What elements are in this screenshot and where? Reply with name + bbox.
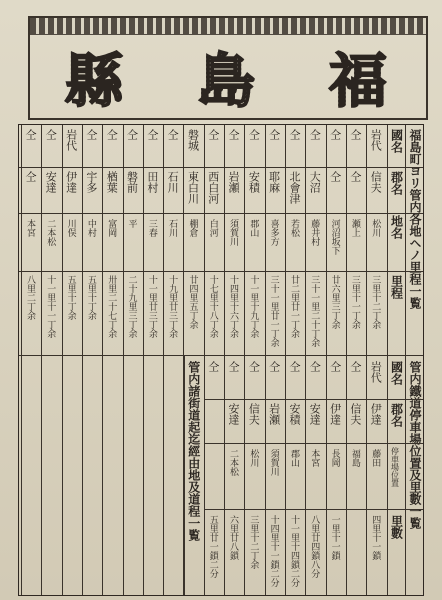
header-state: 國名 xyxy=(389,129,404,153)
s2-header-distance: 里數 xyxy=(389,515,404,539)
cell-state: 仝 xyxy=(105,129,119,140)
column-divider xyxy=(285,125,286,355)
s2-cell-district: 伊達 xyxy=(328,403,342,425)
cell-distance: 五里十丁余 xyxy=(65,275,76,320)
cell-state: 岩代 xyxy=(64,129,78,151)
s2-cell-state: 仝 xyxy=(227,361,241,372)
column-divider xyxy=(346,355,347,595)
cell-state: 仝 xyxy=(166,129,180,140)
s2-cell-district: 安達 xyxy=(227,403,241,425)
cell-district: 東白川 xyxy=(186,171,200,204)
column-divider xyxy=(244,125,245,355)
row-divider xyxy=(19,213,423,214)
cell-place: 喜多方 xyxy=(268,219,279,246)
cell-state: 仝 xyxy=(206,129,220,140)
cell-distance: 廿二里廿一丁余 xyxy=(288,275,299,338)
cell-place: 白河 xyxy=(207,219,218,237)
cell-state: 仝 xyxy=(24,129,37,140)
cell-district: 西白河 xyxy=(206,171,220,204)
cell-place: 二本松 xyxy=(45,219,56,246)
cell-distance: 二十九里三丁余 xyxy=(126,275,137,338)
column-divider xyxy=(305,355,306,595)
cell-district: 耶麻 xyxy=(267,171,281,193)
cell-place: 川俣 xyxy=(65,219,76,237)
s2-cell-district: 安積 xyxy=(287,403,301,425)
cell-place: 石川 xyxy=(167,219,178,237)
column-divider xyxy=(82,125,83,595)
s2-cell-distance: 十一里十四鎖二分 xyxy=(288,515,299,587)
s2-cell-state: 仝 xyxy=(287,361,301,372)
cell-state: 磐城 xyxy=(186,129,200,151)
cell-place: 河沼坂下 xyxy=(329,219,340,255)
cell-distance: 廿四里五丁余 xyxy=(187,275,198,329)
cell-distance: 十一里廿三丁余 xyxy=(146,275,157,338)
column-divider xyxy=(224,125,225,355)
cell-state: 仝 xyxy=(308,129,322,140)
column-divider xyxy=(366,125,367,355)
column-divider xyxy=(21,125,22,595)
cell-state: 仝 xyxy=(287,129,301,140)
cell-district: 安積 xyxy=(247,171,261,193)
cell-place: 須賀川 xyxy=(228,219,239,246)
s2-cell-district: 伊達 xyxy=(369,403,383,425)
s2-cell-district: 安達 xyxy=(308,403,322,425)
s2-cell-district: 信夫 xyxy=(247,403,261,425)
s2-header-place: 停車場位置 xyxy=(390,447,400,487)
column-divider xyxy=(123,125,124,595)
cell-district: 仝 xyxy=(24,171,37,182)
column-divider xyxy=(366,355,367,595)
cell-distance: 三十一里廿一丁余 xyxy=(268,275,279,347)
column-divider xyxy=(224,355,225,595)
s2-cell-place: 二本松 xyxy=(228,449,239,476)
row-divider xyxy=(204,399,423,400)
title-char-ken: 縣 xyxy=(65,34,127,118)
cell-place: 棚倉 xyxy=(187,219,198,237)
column-divider xyxy=(405,125,406,595)
cell-place: 郡山 xyxy=(248,219,259,237)
cell-district: 安達 xyxy=(44,171,58,193)
cell-distance: 卅里二十七丁余 xyxy=(106,275,117,338)
header-district: 郡名 xyxy=(389,171,404,195)
row-divider xyxy=(19,167,423,168)
s2-cell-distance: 四里十一鎖 xyxy=(370,515,381,560)
cell-district: 信夫 xyxy=(369,171,383,193)
cell-state: 仝 xyxy=(227,129,241,140)
row-divider xyxy=(204,509,423,510)
column-divider xyxy=(102,125,103,595)
cell-place: 本宮 xyxy=(25,219,35,237)
s2-cell-district: 岩瀬 xyxy=(267,403,281,425)
column-divider xyxy=(204,125,205,355)
cell-distance: 廿六里三丁余 xyxy=(329,275,340,329)
title-char-shima: 島 xyxy=(197,34,259,118)
cell-distance: 十四里十六丁余 xyxy=(228,275,239,338)
s2-cell-place: 本宮 xyxy=(309,449,320,467)
cell-state: 仝 xyxy=(145,129,159,140)
cell-distance: 五里十丁余 xyxy=(85,275,96,320)
row-divider xyxy=(204,443,423,444)
s2-cell-distance: 三里十二丁余 xyxy=(248,515,259,569)
cell-district: 伊達 xyxy=(64,171,78,193)
column-divider xyxy=(62,125,63,595)
s2-cell-distance: 五里廿一鎖二分 xyxy=(207,515,218,578)
column-divider xyxy=(387,355,388,595)
cell-district: 磐前 xyxy=(125,171,139,193)
cell-state: 仝 xyxy=(44,129,58,140)
cell-place: 富岡 xyxy=(106,219,117,237)
column-divider xyxy=(265,125,266,355)
cell-place: 平 xyxy=(126,219,137,228)
s2-cell-state: 仝 xyxy=(328,361,342,372)
header-place: 地名 xyxy=(389,215,404,239)
cell-district: 大沼 xyxy=(308,171,322,193)
column-divider xyxy=(265,355,266,595)
s2-cell-distance: 六里廿八鎖 xyxy=(228,515,239,560)
column-divider xyxy=(163,125,164,595)
s2-cell-district: 信夫 xyxy=(348,403,362,425)
row-divider xyxy=(204,355,423,356)
s2-cell-state: 岩代 xyxy=(369,361,383,383)
s2-cell-state: 仝 xyxy=(206,361,220,372)
column-divider xyxy=(143,125,144,595)
cell-distance: 三里十二丁余 xyxy=(370,275,381,329)
s2-cell-distance: 八里廿四鎖八分 xyxy=(309,515,320,578)
column-divider xyxy=(326,355,327,595)
cell-district: 岩瀬 xyxy=(227,171,241,193)
s2-cell-state: 仝 xyxy=(267,361,281,372)
s2-cell-state: 仝 xyxy=(348,361,362,372)
s2-cell-place: 郡山 xyxy=(288,449,299,467)
cell-district: 田村 xyxy=(145,171,159,193)
column-divider xyxy=(326,125,327,355)
column-divider xyxy=(285,355,286,595)
column-divider xyxy=(184,355,185,595)
cell-distance: 十一里十九丁余 xyxy=(248,275,259,338)
cell-district: 宇多 xyxy=(84,171,98,193)
column-divider xyxy=(346,125,347,355)
s2-cell-state: 仝 xyxy=(308,361,322,372)
cell-state: 岩代 xyxy=(369,129,383,151)
header-distance: 里程 xyxy=(389,275,404,299)
cell-place: 中村 xyxy=(85,219,96,237)
cell-distance: 十一里十一丁余 xyxy=(45,275,56,338)
cell-distance: 十七里十八丁余 xyxy=(207,275,218,338)
title-banner xyxy=(28,16,428,120)
cell-state: 仝 xyxy=(84,129,98,140)
s2-header-state: 國名 xyxy=(389,361,404,385)
cell-place: 藤井村 xyxy=(309,219,320,246)
cell-distance: 三十一里二十丁余 xyxy=(309,275,320,347)
s2-cell-place: 須賀川 xyxy=(268,449,279,476)
cell-state: 仝 xyxy=(247,129,261,140)
row-divider xyxy=(19,355,204,356)
row-divider xyxy=(19,271,423,272)
cell-distance: 三里十一丁余 xyxy=(349,275,360,329)
title-char-fuku: 福 xyxy=(329,34,391,118)
decorative-pattern-band xyxy=(30,18,426,35)
cell-district: 仝 xyxy=(328,171,342,182)
s2-header-district: 郡名 xyxy=(389,403,404,427)
cell-place: 瀬上 xyxy=(349,219,360,237)
cell-distance: 八里二丁余 xyxy=(25,275,35,320)
cell-place: 三春 xyxy=(146,219,157,237)
cell-district: 北會津 xyxy=(287,171,301,204)
cell-district: 楢葉 xyxy=(105,171,119,193)
s2-cell-state: 仝 xyxy=(247,361,261,372)
distance-table xyxy=(18,124,424,596)
s2-cell-place: 藤田 xyxy=(370,449,381,467)
cell-place: 松川 xyxy=(370,219,381,237)
s2-cell-place: 松川 xyxy=(248,449,259,467)
cell-district: 石川 xyxy=(166,171,180,193)
cell-state: 仝 xyxy=(328,129,342,140)
s2-cell-distance: 一里十一鎖 xyxy=(329,515,340,560)
column-divider xyxy=(244,355,245,595)
s2-cell-distance: 十四里十一鎖二分 xyxy=(268,515,279,587)
cell-state: 仝 xyxy=(267,129,281,140)
section3-title: 管内諸街道起迄經由地及道程一覧 xyxy=(186,361,201,541)
cell-place: 若松 xyxy=(288,219,299,237)
prefecture-title xyxy=(30,40,426,115)
column-divider xyxy=(204,355,205,595)
s2-cell-place: 福島 xyxy=(349,449,360,467)
cell-district: 仝 xyxy=(348,171,362,182)
s2-cell-place: 長岡 xyxy=(329,449,340,467)
column-divider xyxy=(305,125,306,355)
cell-state: 仝 xyxy=(125,129,139,140)
cell-state: 仝 xyxy=(348,129,362,140)
cell-distance: 十九里廿三丁余 xyxy=(167,275,178,338)
table-main-title: 福島町ヨリ管内各地ヘノ里程一覧 xyxy=(408,129,422,309)
column-divider xyxy=(41,125,42,595)
section2-title: 管内鐵道停車場位置及里數一覧 xyxy=(408,361,422,529)
